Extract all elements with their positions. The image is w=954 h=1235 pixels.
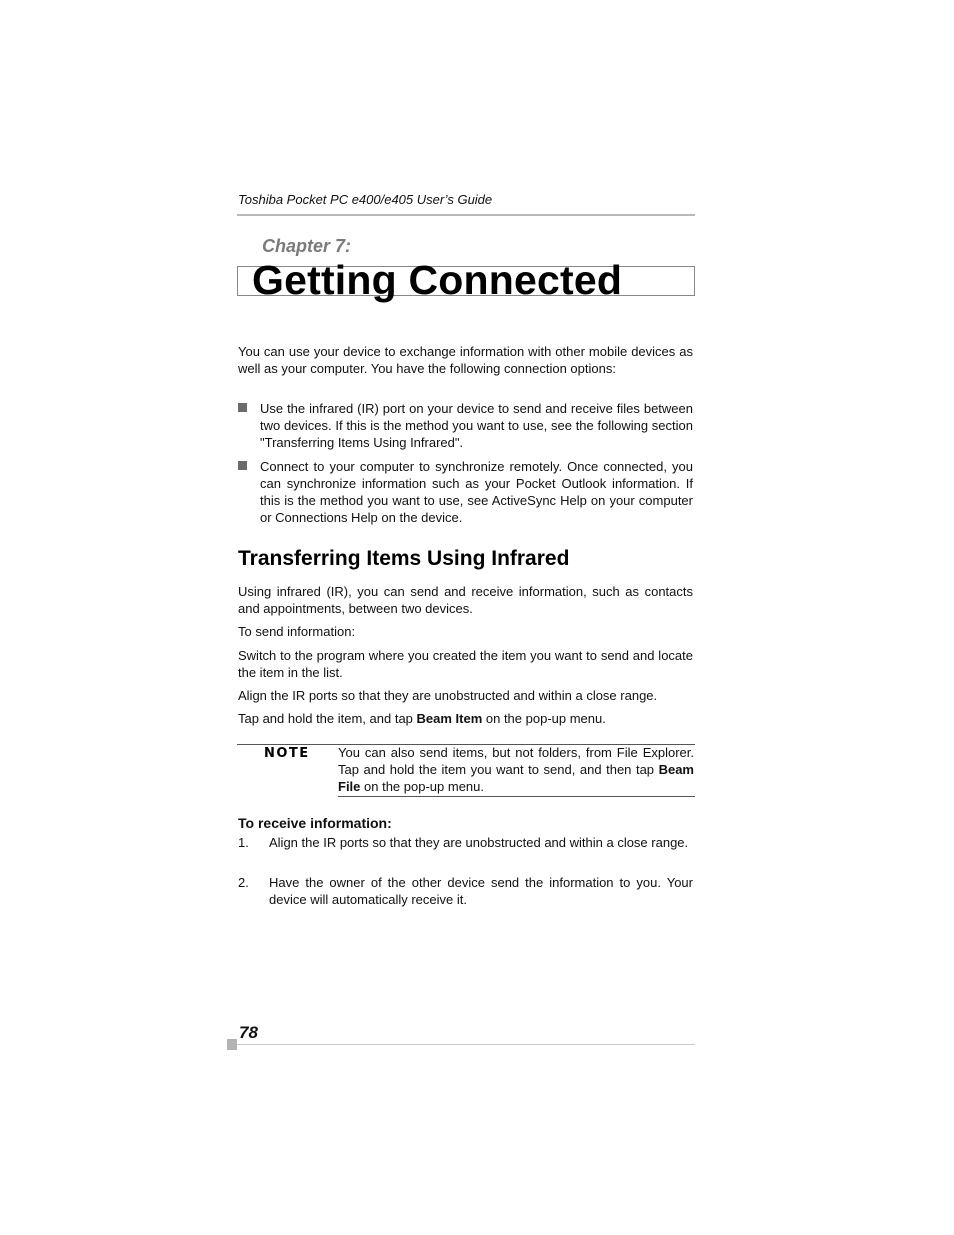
text-run: on the pop-up menu. [360, 779, 484, 794]
running-header: Toshiba Pocket PC e400/e405 User’s Guide [238, 192, 493, 207]
bullet-item [238, 458, 693, 527]
section-paragraph: Align the IR ports so that they are unobstructed and within a close range. [238, 688, 658, 703]
numbered-step [238, 834, 693, 869]
step-number: 2. [238, 875, 249, 890]
page-number: 78 [239, 1023, 258, 1042]
footer-square-marker [227, 1039, 237, 1050]
subheading: To receive information: [238, 815, 392, 831]
chapter-label: Chapter 7: [262, 236, 352, 256]
step-number: 1. [238, 835, 249, 850]
numbered-step [238, 874, 693, 909]
intro-paragraph: You can use your device to exchange information with other mobile devices as well as your computer. You have the following connection options: [238, 344, 693, 376]
section-paragraph: Using infrared (IR), you can send and receive information, such as contacts and appointments, between two devices. [238, 584, 693, 616]
step-text: Align the IR ports so that they are unobstructed and within a close range. [269, 835, 689, 850]
step-text: Have the owner of the other device send the information to you. Your device will automatically receive it. [269, 875, 693, 907]
note-text [338, 744, 694, 795]
section-heading: Transferring Items Using Infrared [238, 547, 570, 570]
chapter-title: Getting Connected [252, 257, 623, 303]
header-rule [237, 214, 695, 216]
square-bullet-icon [238, 461, 247, 470]
text-run: Tap and hold the item, and tap [238, 711, 417, 726]
text-run: You can also send items, but not folders, from File Explorer. Tap and hold the item you want to send, and then tap [338, 745, 694, 777]
section-paragraph: Switch to the program where you created the item you want to send and locate the item in the list. [238, 648, 693, 680]
bullet-text: Connect to your computer to synchronize remotely. Once connected, you can synchronize information such as your Pocket Outlook information. If this is the method you want to use, see ActiveSync Help on your computer or Connections Help on the device. [260, 459, 693, 525]
bullet-text: Use the infrared (IR) port on your device to send and receive files between two devices. If this is the method you want to use, see the following section "Transferring Items Using Infrared". [260, 401, 693, 450]
section-paragraph: To send information: [238, 624, 356, 639]
bold-term: Beam File [338, 762, 694, 794]
note-bottom-rule [338, 796, 695, 797]
section-paragraph [238, 710, 693, 727]
note-label: NOTE [264, 746, 310, 761]
bullet-item [238, 400, 693, 452]
bold-term: Beam Item [416, 711, 483, 726]
square-bullet-icon [238, 403, 247, 412]
footer-rule [237, 1044, 695, 1045]
text-run: on the pop-up menu. [482, 711, 606, 726]
